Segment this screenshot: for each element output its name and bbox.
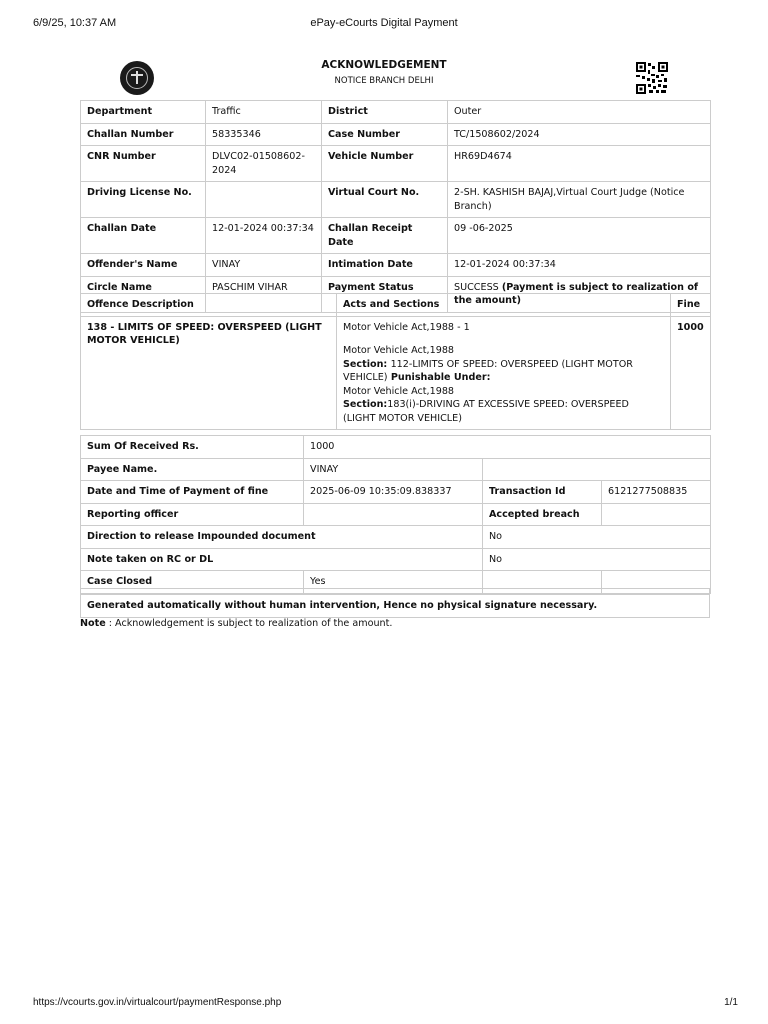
act1-section-label: Section: — [343, 358, 391, 370]
act1-section-text: 112-LIMITS OF SPEED: OVERSPEED (LIGHT MOTOR VEHICLE) — [343, 358, 633, 383]
note-text: : Acknowledgement is subject to realization of the amount. — [105, 618, 393, 629]
act2-section-text: 183(i)-DRIVING AT EXCESSIVE SPEED: OVERSPEED (LIGHT MOTOR VEHICLE) — [343, 399, 629, 424]
print-header — [33, 17, 735, 31]
sum-label: Sum Of Received Rs. — [81, 436, 304, 459]
case-number-label: Case Number — [322, 123, 448, 146]
payee-value: VINAY — [304, 458, 483, 481]
vehicle-value: HR69D4674 — [448, 146, 711, 182]
page-title: ACKNOWLEDGEMENT — [321, 59, 447, 71]
print-page-count: 1/1 — [724, 997, 738, 1008]
table-row — [81, 526, 711, 549]
auto-generated-table — [80, 588, 710, 618]
circle-value: PASCHIM VIHAR — [206, 276, 322, 312]
payment-status-note: (Payment is subject to realization of the amount) — [454, 281, 699, 306]
offence-table — [80, 293, 711, 430]
offender-label: Offender's Name — [81, 254, 206, 277]
offence-desc-value: 138 - LIMITS OF SPEED: OVERSPEED (LIGHT MOTOR VEHICLE) — [81, 316, 337, 430]
case-closed-label: Case Closed — [81, 571, 304, 594]
print-datetime: 6/9/25, 10:37 AM — [33, 17, 117, 29]
virtual-court-value: 2-SH. KASHISH BAJAJ,Virtual Court Judge (Notice Branch) — [448, 182, 711, 218]
table-row — [81, 254, 711, 277]
act2-section-label: Section: — [343, 399, 388, 410]
payment-status-label: Payment Status — [322, 276, 448, 312]
table-row — [81, 101, 711, 124]
direction-label: Direction to release Impounded document — [81, 526, 483, 549]
payment-datetime-value: 2025-06-09 10:35:09.838337 — [304, 481, 483, 504]
table-row — [81, 316, 711, 430]
offender-value: VINAY — [206, 254, 322, 277]
department-label: Department — [81, 101, 206, 124]
act-line: Motor Vehicle Act,1988 - 1 — [343, 321, 470, 333]
table-row — [81, 595, 710, 618]
note-rc-label: Note taken on RC or DL — [81, 548, 483, 571]
note-rc-value: No — [483, 548, 711, 571]
reporting-officer-value — [304, 503, 483, 526]
footer-note — [80, 618, 392, 629]
challan-number-label: Challan Number — [81, 123, 206, 146]
accepted-breach-value — [602, 503, 711, 526]
empty-cell — [483, 458, 711, 481]
direction-value: No — [483, 526, 711, 549]
reporting-officer-label: Reporting officer — [81, 503, 304, 526]
case-number-value: TC/1508602/2024 — [448, 123, 711, 146]
district-label: District — [322, 101, 448, 124]
challan-date-value: 12-01-2024 00:37:34 — [206, 218, 322, 254]
department-value: Traffic — [206, 101, 322, 124]
table-row — [81, 458, 711, 481]
challan-details-table — [80, 100, 711, 313]
table-row — [81, 182, 711, 218]
acts-header: Acts and Sections — [337, 294, 671, 317]
offence-desc-header: Offence Description — [81, 294, 337, 317]
fine-header: Fine — [671, 294, 711, 317]
receipt-date-label: Challan Receipt Date — [322, 218, 448, 254]
cnr-value: DLVC02-01508602-2024 — [206, 146, 322, 182]
cnr-label: CNR Number — [81, 146, 206, 182]
intimation-label: Intimation Date — [322, 254, 448, 277]
act1-section — [343, 358, 664, 385]
punishable-label: Punishable Under: — [387, 372, 491, 383]
table-row — [81, 548, 711, 571]
circle-label: Circle Name — [81, 276, 206, 312]
intimation-value: 12-01-2024 00:37:34 — [448, 254, 711, 277]
act2-title: Motor Vehicle Act,1988 — [343, 385, 455, 397]
print-footer — [33, 997, 738, 1008]
vehicle-label: Vehicle Number — [322, 146, 448, 182]
act2-section — [343, 398, 664, 425]
virtual-court-label: Virtual Court No. — [322, 182, 448, 218]
fine-value: 1000 — [671, 316, 711, 430]
payment-datetime-label: Date and Time of Payment of fine — [81, 481, 304, 504]
page-subtitle: NOTICE BRANCH DELHI — [334, 76, 434, 86]
case-closed-value: Yes — [304, 571, 483, 594]
dl-label: Driving License No. — [81, 182, 206, 218]
auto-generated-notice: Generated automatically without human intervention, Hence no physical signature necessary. — [81, 595, 710, 618]
table-row — [81, 503, 711, 526]
challan-date-label: Challan Date — [81, 218, 206, 254]
payment-status-value: SUCCESS — [454, 281, 502, 293]
payment-table — [80, 435, 711, 594]
table-row — [81, 123, 711, 146]
table-row — [81, 436, 711, 459]
receipt-date-value: 09 -06-2025 — [448, 218, 711, 254]
accepted-breach-label: Accepted breach — [483, 503, 602, 526]
challan-number-value: 58335346 — [206, 123, 322, 146]
act1-title: Motor Vehicle Act,1988 — [343, 345, 455, 356]
table-row — [81, 218, 711, 254]
dl-value — [206, 182, 322, 218]
district-value: Outer — [448, 101, 711, 124]
print-url: https://vcourts.gov.in/virtualcourt/paymentResponse.php — [33, 997, 282, 1008]
sum-value: 1000 — [304, 436, 711, 459]
table-header-row — [81, 294, 711, 317]
print-page-title: ePay-eCourts Digital Payment — [310, 17, 458, 29]
note-label: Note — [80, 618, 106, 629]
transaction-id-label: Transaction Id — [483, 481, 602, 504]
transaction-id-value: 6121277508835 — [602, 481, 711, 504]
table-row — [81, 481, 711, 504]
table-row — [81, 146, 711, 182]
payee-label: Payee Name. — [81, 458, 304, 481]
acts-cell — [337, 316, 671, 430]
